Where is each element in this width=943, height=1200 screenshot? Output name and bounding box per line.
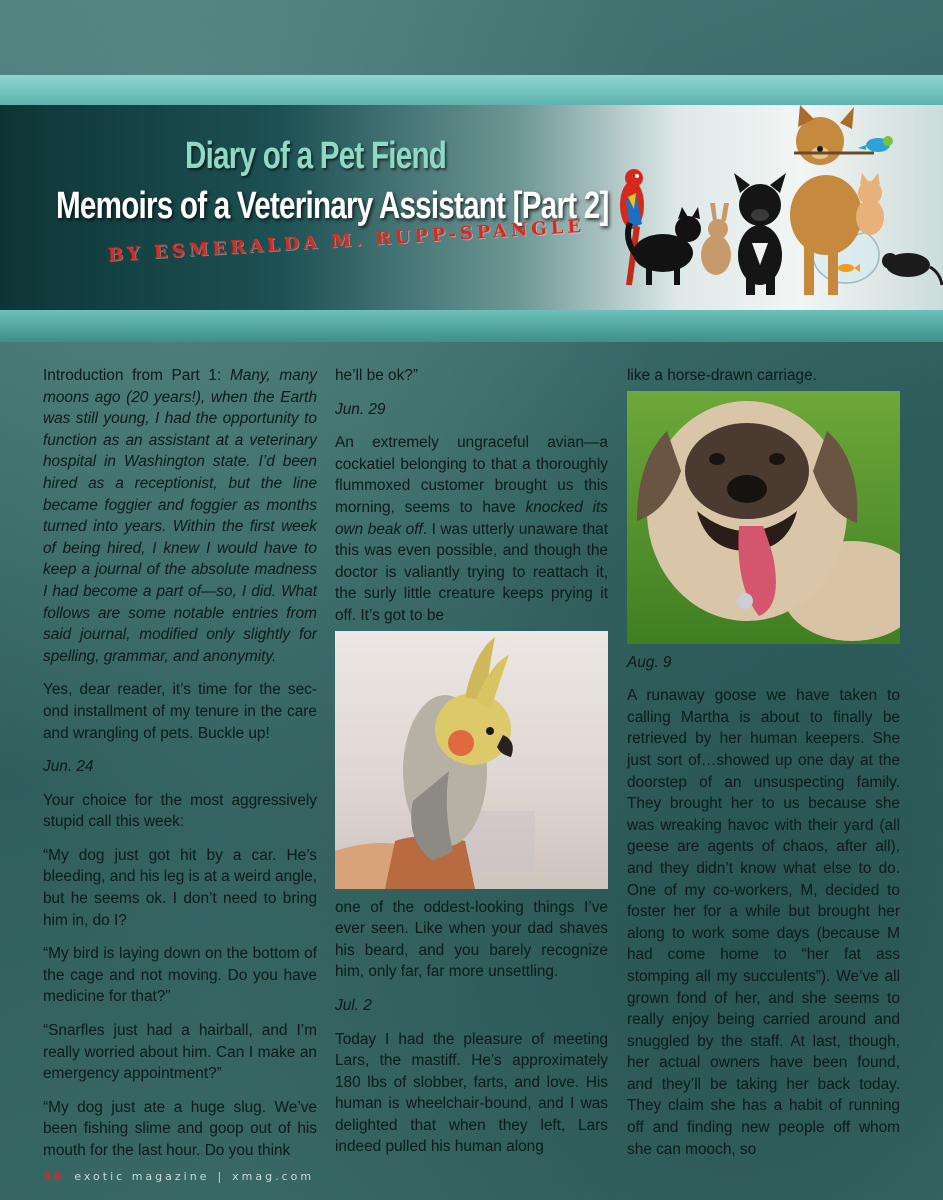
cockatiel-photo (335, 631, 608, 889)
welcome-paragraph: Yes, dear reader, it’s time for the second installment of my tenure in the care and wrangling of pets. Buckle up! (43, 681, 317, 742)
article-column-2 (335, 365, 608, 1170)
continued-paragraph: he’ll be ok?” (335, 367, 418, 384)
parrot-illustration (620, 169, 644, 285)
bulldog-illustration (734, 173, 786, 295)
cockatiel-text-end: . I was utterly unaware that this was even possible, and though the doctor is valiantly trying to reattach it, the surly little creature keeps prying it off. It’s got to be (335, 520, 609, 624)
quote-paragraph: “Snarfles just had a hairball, and I’m really worried about him. Can I make an emergency appointment?” (43, 1022, 317, 1083)
pets-group-illustration (588, 105, 943, 310)
small-bird-illustration (858, 136, 893, 152)
intro-paragraph (43, 365, 317, 667)
quote-paragraph: “My bird is laying down on the bottom of the cage and not moving. Do you have medicine for that?” (43, 945, 317, 1006)
author-byline: BY ESMERALDA M. RUPP-SPANGLE (107, 215, 586, 266)
cockatiel-paragraph (335, 432, 608, 626)
banner-top-stripe (0, 75, 943, 105)
article-column-3 (627, 365, 900, 1172)
page-footer (43, 1170, 314, 1183)
series-title: Diary of a Pet Fiend (185, 135, 447, 177)
mastiff-photo (627, 391, 900, 644)
continued-paragraph: like a horse-drawn carriage. (627, 367, 817, 384)
quote-paragraph: “My dog just ate a huge slug. We’ve been fishing slime and goop out of his mouth for the last hour. Do you think (43, 1098, 317, 1159)
article-column-1 (43, 365, 317, 1174)
footer-separator: | (217, 1170, 225, 1183)
cockatiel-paragraph-end: one of the oddest-looking things I’ve ever seen. Like when your dad shaves his beard, and you barely recognize him, only far, far more unsettling. (335, 898, 608, 981)
cockatiel-text-start: An extremely ungraceful avian—a cockatiel belonging to that a thoroughly flummoxed customer brought us this morning, seems to have (335, 434, 608, 516)
article-banner (0, 105, 943, 310)
entry-date: Jun. 24 (43, 758, 94, 776)
intro-label: Introduction from Part 1: (43, 367, 230, 384)
goose-paragraph: A runaway goose we have taken to calling Martha is about to finally be retrieved by her human keepers. She just sort of…showed up one day at the doorstep of an unsuspecting family. They brought her to us because she was wreaking havoc with their yard (all geese are agents of chaos, after all), and they didn’t know what else to do. One of my co-workers, M, decided to foster her for a while but brought her along to work some days (because M had come home to “her fat ass stomping all my succulents”). We’ve all grown fond of her, and she seems to really enjoy being carried around and snuggled by the staff. At last, though, her actual owners have been found, and they’ll be taking her back today. They claim she has a habit of running off and finding new people off whom she can mooch, so (627, 687, 900, 1158)
entry-date: Jul. 2 (335, 996, 372, 1014)
entry-date: Aug. 9 (627, 653, 672, 671)
intro-text: Many, many moons ago (20 years!), when the Earth was still young, I had the opportunity to function as an assistant at a veterinary hospital in Washington state. I’d been hired as a receptionist, but the line became foggier and foggier as months turned into years. Within the first week of being hired, I knew I would have to keep a journal of the absolute madness I had become a part of—so, I did. What follows are some notable entries from said journal, modified only slightly for spelling, grammar, and anonymity. (43, 367, 318, 665)
cockatiel-emphasis: knocked its own beak off (335, 498, 608, 538)
magazine-site: xmag.com (232, 1170, 315, 1183)
page-number: 36 (43, 1170, 65, 1183)
calls-intro-paragraph: Your choice for the most aggressively stupid call this week: (43, 791, 317, 831)
entry-date: Jun. 29 (335, 400, 386, 418)
quote-paragraph: “My dog just got hit by a car. He’s bleeding, and his leg is at a weird angle, but he seems ok. I don’t need to bring him in, do I? (43, 846, 317, 929)
rabbit-illustration (701, 203, 731, 275)
magazine-name: exotic magazine (74, 1170, 210, 1183)
lars-paragraph: Today I had the pleasure of meeting Lars, the mastiff. He’s approximately 180 lbs of slobber, farts, and love. His human is wheelchair-bound, and I was delighted that when they left, Lars indeed pulled his human along (335, 1030, 608, 1156)
banner-bottom-stripe (0, 310, 943, 342)
article-title: Memoirs of a Veterinary Assistant [Part 2] (56, 185, 609, 227)
rat-illustration (882, 253, 942, 285)
